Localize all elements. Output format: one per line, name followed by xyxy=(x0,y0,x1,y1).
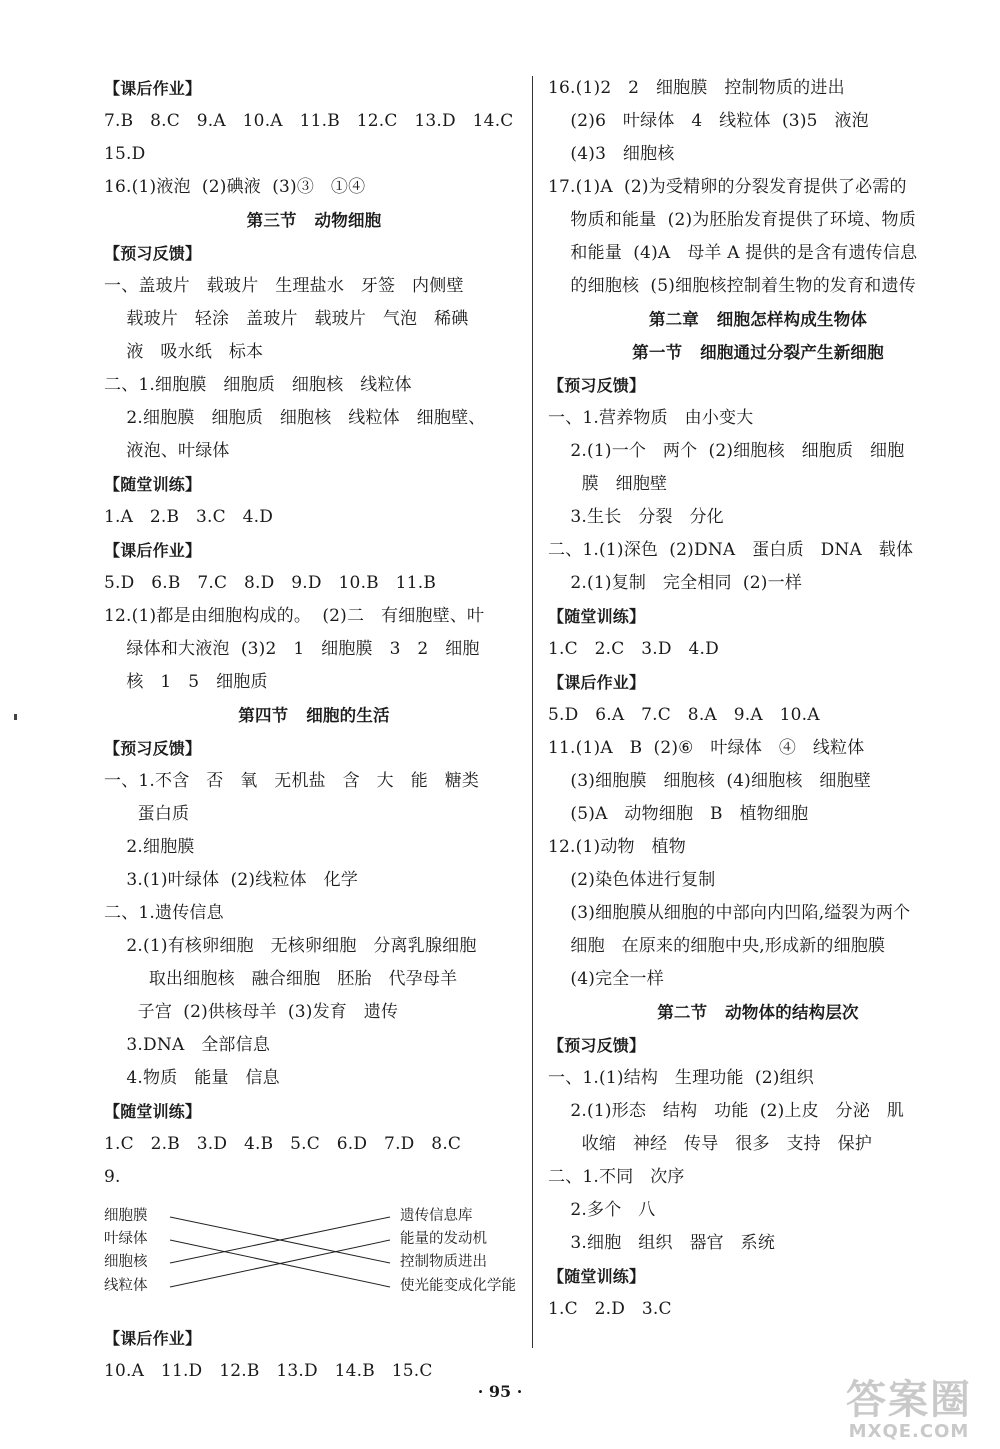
answer-line: 9. xyxy=(104,1167,121,1187)
answer-line: 子宫 (2)供核母羊 (3)发育 遗传 xyxy=(104,1002,399,1022)
answer-line: 和能量 (4)A 母羊 A 提供的是含有遗传信息 xyxy=(548,243,918,263)
diagram-left-label: 叶绿体 xyxy=(104,1231,148,1247)
answer-line: 膜 细胞壁 xyxy=(548,474,668,494)
section-tag: 【随堂训练】 xyxy=(548,607,646,626)
answer-line: 2.(1)复制 完全相同 (2)一样 xyxy=(548,573,803,593)
section-tag: 【随堂训练】 xyxy=(104,475,202,494)
answer-line: 16.(1)2 2 细胞膜 控制物质的进出 xyxy=(548,78,845,98)
answer-line: 绿体和大液泡 (3)2 1 细胞膜 3 2 细胞 xyxy=(104,639,480,659)
answer-line: 3.生长 分裂 分化 xyxy=(548,507,724,527)
page-number: · 95 · xyxy=(477,1382,523,1401)
answer-line: 16.(1)液泡 (2)碘液 (3)③ ①④ xyxy=(104,177,366,197)
answer-line: 二、1.(1)深色 (2)DNA 蛋白质 DNA 载体 xyxy=(548,540,914,560)
answer-line: 10.A 11.D 12.B 13.D 14.B 15.C xyxy=(104,1361,433,1381)
section-tag: 【课后作业】 xyxy=(104,541,202,560)
answer-line: 5.D 6.B 7.C 8.D 9.D 10.B 11.B xyxy=(104,573,437,593)
answer-line: 一、1.(1)结构 生理功能 (2)组织 xyxy=(548,1068,814,1088)
diagram-right-label: 遗传信息库 xyxy=(400,1208,473,1224)
section-tag: 【预习反馈】 xyxy=(104,244,202,263)
answer-line: 12.(1)动物 植物 xyxy=(548,837,686,857)
answer-line: 15.D xyxy=(104,144,146,164)
answer-line: 一、1.营养物质 由小变大 xyxy=(548,408,754,428)
answer-line: 5.D 6.A 7.C 8.A 9.A 10.A xyxy=(548,705,820,725)
answer-line: 2.(1)一个 两个 (2)细胞核 细胞质 细胞 xyxy=(548,441,905,461)
answer-line: 4.物质 能量 信息 xyxy=(104,1068,280,1088)
diagram-left-label: 细胞核 xyxy=(104,1254,148,1270)
section-title: 第二节 动物体的结构层次 xyxy=(657,1003,859,1022)
answer-line: (3)细胞膜从细胞的中部向内凹陷,缢裂为两个 xyxy=(548,903,911,923)
answer-line: 1.A 2.B 3.C 4.D xyxy=(104,507,274,527)
answer-line: (3)细胞膜 细胞核 (4)细胞核 细胞壁 xyxy=(548,771,872,791)
diagram-right-label: 能量的发动机 xyxy=(400,1231,487,1247)
answer-line: 2.多个 八 xyxy=(548,1200,656,1220)
answer-line: (5)A 动物细胞 B 植物细胞 xyxy=(548,804,809,824)
watermark-logo xyxy=(828,1378,990,1444)
answer-line: 3.细胞 组织 器官 系统 xyxy=(548,1233,776,1253)
answer-line: 的细胞核 (5)细胞核控制着生物的发育和遗传 xyxy=(548,276,916,296)
answer-line: (4)完全一样 xyxy=(548,969,664,989)
answer-line: 1.C 2.C 3.D 4.D xyxy=(548,639,719,659)
watermark-en: MXQE.COM xyxy=(848,1421,970,1442)
answer-line: 细胞 在原来的细胞中央,形成新的细胞膜 xyxy=(548,936,886,956)
section-tag: 【预习反馈】 xyxy=(548,376,646,395)
section-tag: 【课后作业】 xyxy=(104,79,202,98)
section-tag: 【预习反馈】 xyxy=(548,1036,646,1055)
left-column xyxy=(104,72,524,1388)
answer-line: 11.(1)A B (2)⑥ 叶绿体 ④ 线粒体 xyxy=(548,738,865,758)
answer-line: (4)3 细胞核 xyxy=(548,144,675,164)
column-divider xyxy=(532,76,533,1348)
matching-diagram xyxy=(104,1194,524,1322)
answer-line: 2.(1)有核卵细胞 无核卵细胞 分离乳腺细胞 xyxy=(104,936,477,956)
answer-line: 2.细胞膜 xyxy=(104,837,195,857)
section-tag: 【课后作业】 xyxy=(104,1329,202,1348)
section-title: 第三节 动物细胞 xyxy=(246,211,382,230)
answer-line: 3.(1)叶绿体 (2)线粒体 化学 xyxy=(104,870,359,890)
stray-mark xyxy=(14,714,17,720)
answer-line: 一、盖玻片 载玻片 生理盐水 牙签 内侧壁 xyxy=(104,276,464,296)
section-tag: 【随堂训练】 xyxy=(548,1267,646,1286)
diagram-right-label: 使光能变成化学能 xyxy=(400,1278,516,1294)
answer-line: 7.B 8.C 9.A 10.A 11.B 12.C 13.D 14.C xyxy=(104,111,514,131)
answer-line: 12.(1)都是由细胞构成的。 (2)二 有细胞壁、叶 xyxy=(104,606,485,626)
answer-line: 17.(1)A (2)为受精卵的分裂发育提供了必需的 xyxy=(548,177,907,197)
answer-line: 物质和能量 (2)为胚胎发育提供了环境、物质 xyxy=(548,210,916,230)
left-answer-lines xyxy=(104,72,524,1194)
answer-line: 核 1 5 细胞质 xyxy=(104,672,268,692)
diagram-right-label: 控制物质进出 xyxy=(400,1254,487,1270)
answer-line: 二、1.不同 次序 xyxy=(548,1167,685,1187)
answer-line: 2.细胞膜 细胞质 细胞核 线粒体 细胞壁、 xyxy=(104,408,486,428)
answer-line: 蛋白质 xyxy=(104,804,190,824)
section-title: 第四节 细胞的生活 xyxy=(238,706,390,725)
diagram-left-label: 线粒体 xyxy=(104,1278,148,1294)
answer-line: 液 吸水纸 标本 xyxy=(104,342,264,362)
right-column xyxy=(548,72,968,1326)
answer-line: 2.(1)形态 结构 功能 (2)上皮 分泌 肌 xyxy=(548,1101,905,1121)
answer-line: 载玻片 轻涂 盖玻片 载玻片 气泡 稀碘 xyxy=(104,309,469,329)
answer-line: 一、1.不含 否 氧 无机盐 含 大 能 糖类 xyxy=(104,771,480,791)
answer-line: 二、1.细胞膜 细胞质 细胞核 线粒体 xyxy=(104,375,412,395)
watermark-cn: 答案圈 xyxy=(846,1377,972,1423)
section-tag: 【随堂训练】 xyxy=(104,1102,202,1121)
section-title: 第一节 细胞通过分裂产生新细胞 xyxy=(632,343,884,362)
answer-line: 液泡、叶绿体 xyxy=(104,441,230,461)
answer-line: 二、1.遗传信息 xyxy=(104,903,224,923)
section-tag: 【预习反馈】 xyxy=(104,739,202,758)
answer-line: 1.C 2.D 3.C xyxy=(548,1299,672,1319)
section-tag: 【课后作业】 xyxy=(548,673,646,692)
answer-line: 收缩 神经 传导 很多 支持 保护 xyxy=(548,1134,873,1154)
left-after-lines xyxy=(104,1322,524,1388)
answer-line: 3.DNA 全部信息 xyxy=(104,1035,271,1055)
diagram-left-label: 细胞膜 xyxy=(104,1208,148,1224)
answer-line: (2)染色体进行复制 xyxy=(548,870,716,890)
answer-line: (2)6 叶绿体 4 线粒体 (3)5 液泡 xyxy=(548,111,869,131)
answer-line: 取出细胞核 融合细胞 胚胎 代孕母羊 xyxy=(104,969,458,989)
right-answer-lines xyxy=(548,72,968,1326)
section-title: 第二章 细胞怎样构成生物体 xyxy=(648,310,868,329)
answer-line: 1.C 2.B 3.D 4.B 5.C 6.D 7.D 8.C xyxy=(104,1134,462,1154)
